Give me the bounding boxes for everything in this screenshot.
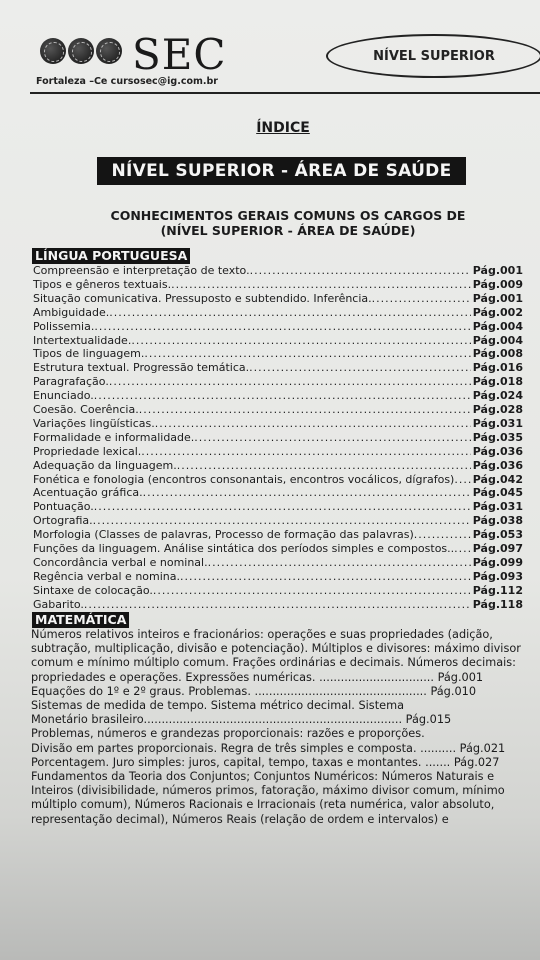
subtitle [90,208,486,238]
dot-leader [143,486,471,500]
section-banner: NÍVEL SUPERIOR - ÁREA DE SAÚDE [97,157,466,185]
dot-leader [208,556,471,570]
toc-entry-page: Pág.045 [472,486,523,500]
index-title: ÍNDICE [256,120,310,136]
toc-entry-page: Pág.009 [472,277,523,291]
subtitle-line: (NÍVEL SUPERIOR - ÁREA DE SAÚDE) [160,223,416,238]
page-header [34,30,540,92]
paragraph-line: Porcentagem. Juro simples: juros, capital, tempo, taxas e montantes. ....... Pág.027 [31,755,500,769]
toc-entry-page: Pág.097 [472,542,523,555]
paragraph-line: Fundamentos da Teoria dos Conjuntos; Conjuntos Numéricos: Números Naturais e [31,770,495,783]
toc-entry [33,445,523,459]
toc-entry-page: Pág.053 [472,528,523,542]
toc-entry [33,417,523,431]
toc-entry-page: Pág.008 [472,347,523,361]
sec-logo: SEC [132,30,227,79]
toc-entry-page: Pág.018 [472,375,523,389]
toc-entry-title: Morfologia (Classes de palavras, Processo de formação das palavras) [33,528,414,542]
toc-entry-title: Estrutura textual. Progressão temática. [33,361,250,375]
dot-leader [94,389,471,403]
header-rule [30,92,540,94]
toc-entry-title: Sintaxe de colocação. [33,583,153,597]
toc-entry-page: Pág.028 [472,403,523,416]
toc-entry [33,375,523,389]
dot-leader [94,320,470,334]
toc-entry-page: Pág.024 [472,389,523,403]
toc-entry-page: Pág.002 [472,305,523,319]
toc-entry [33,431,523,445]
contact-line: Fortaleza –Ce cursosec@ig.com.br [36,76,218,87]
dot-leader [155,417,471,431]
paragraph-line: representação decimal), Números Reais (relação de ordem e intervalos) e [31,812,449,826]
dot-leader [250,264,471,278]
dot-leader [139,403,471,417]
toc-entry [33,556,523,570]
lingua-section-label: LÍNGUA PORTUGUESA [32,248,190,264]
toc-entry-title: Concordância verbal e nominal. [33,555,208,569]
toc-entry [33,500,523,514]
toc-entry [33,361,523,375]
toc-entry [33,403,523,417]
toc-entry-title: Adequação da linguagem. [33,458,177,472]
toc-entry-page: Pág.038 [472,514,523,528]
dot-leader [249,361,471,375]
toc-entry-title: Propriedade lexical. [33,444,142,458]
toc-entry-page: Pág.099 [472,555,523,569]
dot-leader [84,598,471,612]
toc-entry-page: Pág.031 [472,500,523,514]
toc-entry [33,473,523,487]
toc-entry [33,320,523,334]
toc-entry-title: Coesão. Coerência. [33,403,139,416]
toc-entry-page: Pág.036 [472,444,523,458]
subtitle-line: CONHECIMENTOS GERAIS COMUNS OS CARGOS DE [110,208,466,223]
toc-entry [33,292,523,306]
toc-entry-page: Pág.093 [472,569,523,583]
toc-entry [33,528,523,542]
dot-leader [171,278,471,292]
toc-entry-title: Ortografia. [33,514,93,528]
toc-entry [33,306,523,320]
level-badge: NÍVEL SUPERIOR [326,34,540,78]
toc-entry-title: Intertextualidade. [33,333,132,347]
dot-leader [414,528,471,542]
toc-entry-page: Pág.118 [472,597,523,611]
paragraph-line: Números relativos inteiros e fracionários: operações e suas propriedades (adição, [31,628,493,641]
toc-entry [33,598,523,612]
toc-entry [33,347,523,361]
toc-entry-title: Pontuação. [33,500,94,514]
dot-leader [109,375,471,389]
paragraph-line: subtração, multiplicação, divisão e potenciação). Múltiplos e divisores: máximo divisor [31,642,521,656]
toc-entry [33,459,523,473]
dot-leader [180,570,471,584]
paragraph-line: Divisão em partes proporcionais. Regra de três simples e composta. .......... Pág.021 [31,741,506,755]
toc-entry [33,278,523,292]
dot-leader [194,431,470,445]
toc-entry-title: Gabarito. [33,597,84,611]
toc-entry-title: Paragrafação. [33,375,109,389]
toc-entry-page: Pág.001 [472,291,523,305]
dot-leader [454,542,471,556]
toc-entry-page: Pág.004 [472,319,523,333]
toc-entry-page: Pág.035 [472,430,523,444]
paragraph-line: Monetário brasileiro........................................................................ Pág.015 [31,713,452,727]
dot-leader [131,334,470,348]
paragraph-line: comum e mínimo múltiplo comum. Frações ordinárias e decimais. Números decimais: [31,656,516,670]
dot-leader [144,347,470,361]
toc-entry [33,514,523,528]
paragraph-line: múltiplo comum), Números Racionais e Irracionais (reta numérica, valor absoluto, [31,798,495,812]
toc-entry-page: Pág.036 [472,458,523,472]
toc-entry [33,389,523,403]
toc-entry-page: Pág.001 [472,264,523,277]
dot-leader [141,445,470,459]
toc-entry-page: Pág.016 [472,361,523,375]
toc-entry-title: Tipos de linguagem. [33,347,145,361]
toc-entry-title: Funções da linguagem. Análise sintática dos períodos simples e compostos.. [33,542,455,555]
toc-entry-title: Tipos e gêneros textuais. [33,277,172,291]
toc-entry-title: Fonética e fonologia (encontros consonantais, encontros vocálicos, dígrafos) [33,472,455,486]
toc-entry [33,584,523,598]
paragraph-line: Equações do 1º e 2º graus. Problemas. ................................................ Pág.010 [31,684,477,698]
dot-leader [109,306,471,320]
toc-entry-title: Formalidade e informalidade. [33,430,195,444]
toc-entry-title: Acentuação gráfica. [33,486,143,500]
toc-entry-title: Situação comunicativa. Pressuposto e subtendido. Inferência. [33,291,372,305]
toc-entry [33,570,523,584]
toc-entry [33,264,523,278]
matematica-section-label: MATEMÁTICA [32,612,129,628]
toc-entry [33,334,523,348]
paragraph-line: Sistemas de medida de tempo. Sistema métrico decimal. Sistema [31,699,404,712]
toc-entry-title: Variações lingüísticas. [33,416,155,430]
toc-entry-title: Compreensão e interpretação de texto. [33,264,250,277]
dot-leader [454,473,470,487]
toc-entry-page: Pág.042 [472,472,523,486]
toc-entry-title: Polissemia. [33,319,95,333]
paragraph-line: Problemas, números e grandezas proporcionais: razões e proporções. [31,727,425,741]
toc-entry-title: Enunciado. [33,389,94,403]
globe-logo-icon [96,38,122,64]
toc-entry-page: Pág.112 [472,583,523,597]
dot-leader [93,514,471,528]
dot-leader [94,500,471,514]
toc-entry [33,486,523,500]
dot-leader [177,459,471,473]
dot-leader [372,292,471,306]
toc-entry-title: Regência verbal e nomina. [33,569,181,583]
dot-leader [153,584,471,598]
paragraph-line: Inteiros (divisibilidade, números primos, fatoração, máximo divisor comum, mínimo [31,784,505,798]
toc-entry-title: Ambiguidade. [33,305,110,319]
globe-logo-icon [68,38,94,64]
toc-entry [33,542,523,556]
toc-entry-page: Pág.031 [472,416,523,430]
toc-entry-page: Pág.004 [472,333,523,347]
paragraph-line: propriedades e operações. Expressões numéricas. ................................ Pág.001 [31,670,484,684]
globe-logo-icon [40,38,66,64]
